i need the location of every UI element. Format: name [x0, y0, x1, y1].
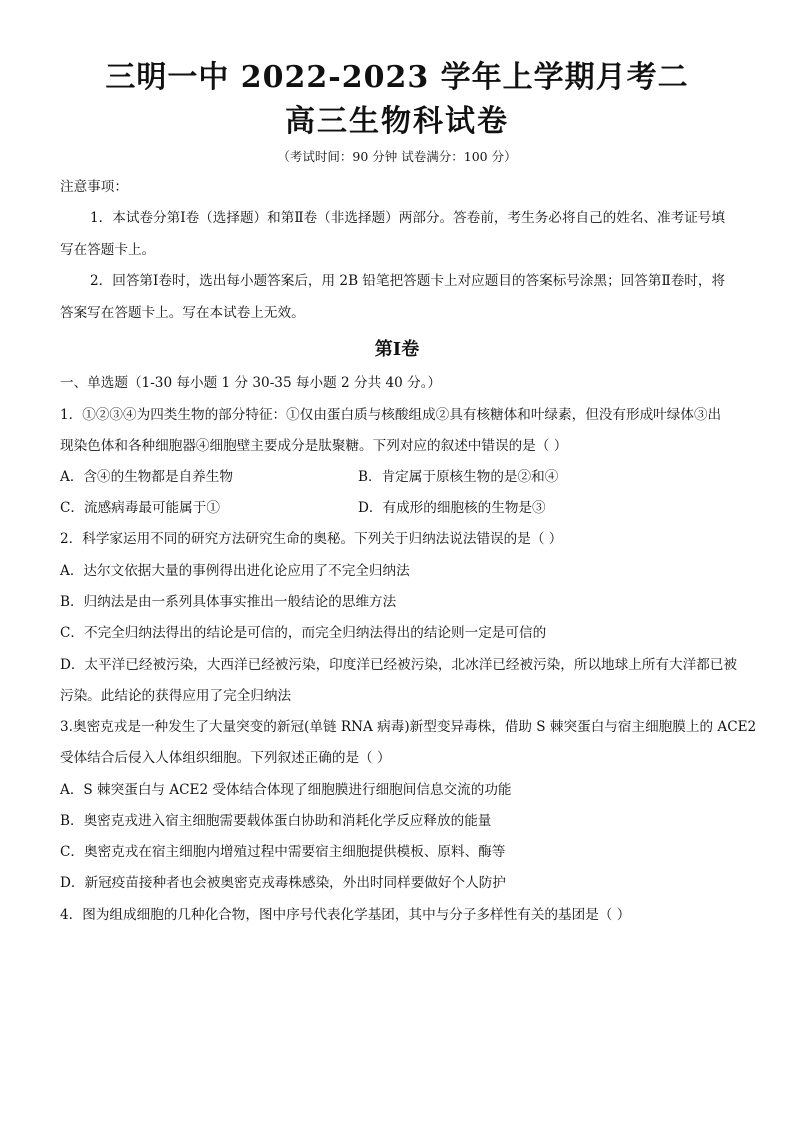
question-2-option-d-cont: 污染。此结论的获得应用了完全归纳法: [60, 688, 292, 704]
notice-item-2: 2．回答第Ⅰ卷时，选出每小题答案后，用 2B 铅笔把答题卡上对应题目的答案标号涂黑；回答第Ⅱ卷时，将: [90, 273, 726, 289]
question-1-option-c: C．流感病毒最可能属于①: [60, 500, 220, 516]
exam-info: （考试时间：90 分钟 试卷满分：100 分）: [277, 149, 517, 164]
question-1-option-d: D．有成形的细胞核的生物是③: [358, 500, 546, 516]
question-1-option-a: A．含④的生物都是自养生物: [60, 469, 233, 485]
question-3-stem-cont: 受体结合后侵入人体组织细胞。下列叙述正确的是（ ）: [60, 750, 391, 766]
notice-item-1-cont: 写在答题卡上。: [60, 242, 156, 258]
question-4-stem: 4．图为组成细胞的几种化合物，图中序号代表化学基团，其中与分子多样性有关的基团是（ ）: [60, 907, 631, 923]
question-2-stem: 2．科学家运用不同的研究方法研究生命的奥秘。下列关于归纳法说法错误的是（ ）: [60, 531, 563, 547]
question-1-stem: 1．①②③④为四类生物的部分特征：①仅由蛋白质与核酸组成②具有核糖体和叶绿素，但没有形成叶绿体③出: [60, 407, 722, 423]
question-3-option-b: B．奥密克戎进入宿主细胞需要载体蛋白协助和消耗化学反应释放的能量: [60, 813, 492, 829]
notice-item-2-cont: 答案写在答题卡上。写在本试卷上无效。: [60, 305, 305, 321]
question-3-stem: 3.奥密克戎是一种发生了大量突变的新冠(单链 RNA 病毒)新型变异毒株，借助 S 棘突蛋白与宿主细胞膜上的 ACE2: [60, 719, 757, 735]
question-2-option-c: C．不完全归纳法得出的结论是可信的，而完全归纳法得出的结论则一定是可信的: [60, 625, 547, 641]
exam-title-school: 三明一中 2022-2023 学年上学期月考二: [105, 60, 689, 95]
question-1-option-b: B．肯定属于原核生物的是②和④: [358, 469, 559, 485]
exam-title-subject: 高三生物科试卷: [285, 104, 509, 139]
notice-item-1: 1．本试卷分第Ⅰ卷（选择题）和第Ⅱ卷（非选择题）两部分。答卷前，考生务必将自己的姓名、准考证号填: [90, 210, 725, 226]
question-3-option-c: C．奥密克戎在宿主细胞内增殖过程中需要宿主细胞提供模板、原料、酶等: [60, 844, 506, 860]
question-2-option-b: B．归纳法是由一系列具体事实推出一般结论的思维方法: [60, 594, 397, 610]
question-2-option-a: A．达尔文依据大量的事例得出进化论应用了不完全归纳法: [60, 563, 410, 579]
question-2-option-d: D．太平洋已经被污染，大西洋已经被污染，印度洋已经被污染，北冰洋已经被污染，所以地球上所有大洋都已被: [60, 657, 737, 673]
notice-heading: 注意事项：: [60, 179, 128, 195]
question-3-option-a: A．S 棘突蛋白与 ACE2 受体结合体现了细胞膜进行细胞间信息交流的功能: [60, 782, 512, 798]
question-1-stem-cont: 现染色体和各种细胞器④细胞壁主要成分是肽聚糖。下列对应的叙述中错误的是（ ）: [60, 438, 568, 454]
question-3-option-d: D．新冠疫苗接种者也会被奥密克戎毒株感染，外出时同样要做好个人防护: [60, 875, 506, 891]
part-heading: 一、单选题（1-30 每小题 1 分 30-35 每小题 2 分共 40 分。）: [60, 375, 442, 391]
section-title: 第Ⅰ卷: [374, 339, 420, 360]
